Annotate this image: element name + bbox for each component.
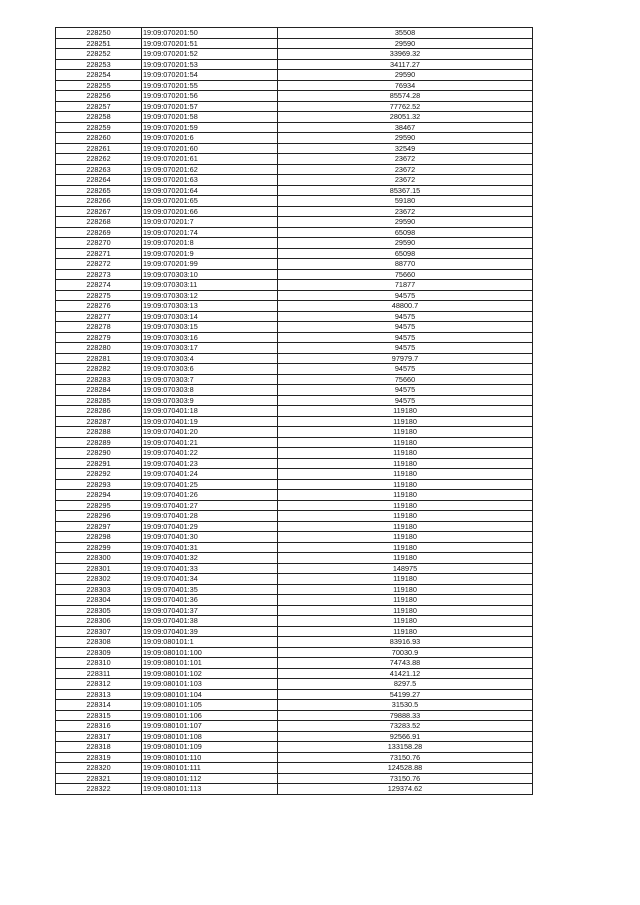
row-id-cell: 228322 bbox=[56, 784, 142, 795]
cadastral-number-cell: 19:09:070201:65 bbox=[142, 196, 278, 207]
row-id-cell: 228281 bbox=[56, 353, 142, 364]
row-id-cell: 228264 bbox=[56, 175, 142, 186]
table-row bbox=[56, 490, 533, 501]
cadastral-number-cell: 19:09:070303:10 bbox=[142, 269, 278, 280]
cadastral-number-cell: 19:09:070201:6 bbox=[142, 133, 278, 144]
table-row bbox=[56, 553, 533, 564]
row-id-cell: 228283 bbox=[56, 374, 142, 385]
table-row bbox=[56, 112, 533, 123]
cadastral-number-cell: 19:09:080101:107 bbox=[142, 721, 278, 732]
row-id-cell: 228316 bbox=[56, 721, 142, 732]
table-row bbox=[56, 416, 533, 427]
row-id-cell: 228296 bbox=[56, 511, 142, 522]
row-id-cell: 228284 bbox=[56, 385, 142, 396]
table-row bbox=[56, 731, 533, 742]
table-row bbox=[56, 647, 533, 658]
row-id-cell: 228274 bbox=[56, 280, 142, 291]
row-id-cell: 228278 bbox=[56, 322, 142, 333]
value-cell: 124528.88 bbox=[278, 763, 533, 774]
value-cell: 119180 bbox=[278, 406, 533, 417]
table-row bbox=[56, 196, 533, 207]
cadastral-number-cell: 19:09:070303:15 bbox=[142, 322, 278, 333]
value-cell: 94575 bbox=[278, 385, 533, 396]
value-cell: 94575 bbox=[278, 332, 533, 343]
value-cell: 23672 bbox=[278, 164, 533, 175]
table-row bbox=[56, 542, 533, 553]
row-id-cell: 228265 bbox=[56, 185, 142, 196]
row-id-cell: 228280 bbox=[56, 343, 142, 354]
value-cell: 38467 bbox=[278, 122, 533, 133]
cadastral-number-cell: 19:09:070401:18 bbox=[142, 406, 278, 417]
row-id-cell: 228314 bbox=[56, 700, 142, 711]
table-row bbox=[56, 301, 533, 312]
value-cell: 23672 bbox=[278, 175, 533, 186]
table-row bbox=[56, 679, 533, 690]
cadastral-number-cell: 19:09:080101:113 bbox=[142, 784, 278, 795]
cadastral-number-cell: 19:09:070303:12 bbox=[142, 290, 278, 301]
table-row bbox=[56, 280, 533, 291]
row-id-cell: 228304 bbox=[56, 595, 142, 606]
value-cell: 85367.15 bbox=[278, 185, 533, 196]
table-row bbox=[56, 269, 533, 280]
cadastral-number-cell: 19:09:070401:31 bbox=[142, 542, 278, 553]
row-id-cell: 228300 bbox=[56, 553, 142, 564]
table-row bbox=[56, 91, 533, 102]
cadastral-number-cell: 19:09:070401:32 bbox=[142, 553, 278, 564]
value-cell: 85574.28 bbox=[278, 91, 533, 102]
table-row bbox=[56, 206, 533, 217]
row-id-cell: 228251 bbox=[56, 38, 142, 49]
row-id-cell: 228279 bbox=[56, 332, 142, 343]
cadastral-number-cell: 19:09:070201:51 bbox=[142, 38, 278, 49]
row-id-cell: 228311 bbox=[56, 668, 142, 679]
value-cell: 129374.62 bbox=[278, 784, 533, 795]
data-table bbox=[55, 27, 533, 795]
cadastral-number-cell: 19:09:070303:16 bbox=[142, 332, 278, 343]
cadastral-number-cell: 19:09:070401:23 bbox=[142, 458, 278, 469]
cadastral-number-cell: 19:09:070401:24 bbox=[142, 469, 278, 480]
value-cell: 41421.12 bbox=[278, 668, 533, 679]
row-id-cell: 228318 bbox=[56, 742, 142, 753]
cadastral-number-cell: 19:09:070201:7 bbox=[142, 217, 278, 228]
row-id-cell: 228291 bbox=[56, 458, 142, 469]
cadastral-number-cell: 19:09:070303:13 bbox=[142, 301, 278, 312]
row-id-cell: 228259 bbox=[56, 122, 142, 133]
value-cell: 83916.93 bbox=[278, 637, 533, 648]
cadastral-number-cell: 19:09:070303:14 bbox=[142, 311, 278, 322]
row-id-cell: 228288 bbox=[56, 427, 142, 438]
value-cell: 48800.7 bbox=[278, 301, 533, 312]
value-cell: 77762.52 bbox=[278, 101, 533, 112]
value-cell: 148975 bbox=[278, 563, 533, 574]
table-row bbox=[56, 290, 533, 301]
value-cell: 75660 bbox=[278, 269, 533, 280]
value-cell: 119180 bbox=[278, 595, 533, 606]
row-id-cell: 228298 bbox=[56, 532, 142, 543]
value-cell: 119180 bbox=[278, 437, 533, 448]
cadastral-number-cell: 19:09:070201:66 bbox=[142, 206, 278, 217]
table-row bbox=[56, 784, 533, 795]
table-row bbox=[56, 616, 533, 627]
value-cell: 23672 bbox=[278, 206, 533, 217]
value-cell: 54199.27 bbox=[278, 689, 533, 700]
table-row bbox=[56, 637, 533, 648]
table-row bbox=[56, 458, 533, 469]
cadastral-number-cell: 19:09:070401:21 bbox=[142, 437, 278, 448]
cadastral-number-cell: 19:09:080101:109 bbox=[142, 742, 278, 753]
row-id-cell: 228260 bbox=[56, 133, 142, 144]
cadastral-number-cell: 19:09:070401:19 bbox=[142, 416, 278, 427]
row-id-cell: 228293 bbox=[56, 479, 142, 490]
row-id-cell: 228315 bbox=[56, 710, 142, 721]
value-cell: 70030.9 bbox=[278, 647, 533, 658]
cadastral-number-cell: 19:09:070401:27 bbox=[142, 500, 278, 511]
value-cell: 94575 bbox=[278, 322, 533, 333]
row-id-cell: 228317 bbox=[56, 731, 142, 742]
row-id-cell: 228270 bbox=[56, 238, 142, 249]
row-id-cell: 228261 bbox=[56, 143, 142, 154]
cadastral-number-cell: 19:09:070401:22 bbox=[142, 448, 278, 459]
cadastral-number-cell: 19:09:070401:36 bbox=[142, 595, 278, 606]
cadastral-number-cell: 19:09:070201:60 bbox=[142, 143, 278, 154]
cadastral-number-cell: 19:09:070303:6 bbox=[142, 364, 278, 375]
table-row bbox=[56, 259, 533, 270]
value-cell: 119180 bbox=[278, 521, 533, 532]
row-id-cell: 228320 bbox=[56, 763, 142, 774]
value-cell: 119180 bbox=[278, 448, 533, 459]
value-cell: 59180 bbox=[278, 196, 533, 207]
value-cell: 73150.76 bbox=[278, 773, 533, 784]
row-id-cell: 228269 bbox=[56, 227, 142, 238]
cadastral-number-cell: 19:09:070201:74 bbox=[142, 227, 278, 238]
value-cell: 79888.33 bbox=[278, 710, 533, 721]
cadastral-number-cell: 19:09:080101:112 bbox=[142, 773, 278, 784]
row-id-cell: 228255 bbox=[56, 80, 142, 91]
table-row bbox=[56, 311, 533, 322]
value-cell: 119180 bbox=[278, 500, 533, 511]
value-cell: 32549 bbox=[278, 143, 533, 154]
table-row bbox=[56, 448, 533, 459]
value-cell: 133158.28 bbox=[278, 742, 533, 753]
cadastral-number-cell: 19:09:080101:1 bbox=[142, 637, 278, 648]
value-cell: 94575 bbox=[278, 364, 533, 375]
value-cell: 34117.27 bbox=[278, 59, 533, 70]
table-row bbox=[56, 469, 533, 480]
row-id-cell: 228271 bbox=[56, 248, 142, 259]
table-row bbox=[56, 584, 533, 595]
row-id-cell: 228290 bbox=[56, 448, 142, 459]
cadastral-number-cell: 19:09:070201:54 bbox=[142, 70, 278, 81]
value-cell: 73150.76 bbox=[278, 752, 533, 763]
cadastral-number-cell: 19:09:080101:101 bbox=[142, 658, 278, 669]
row-id-cell: 228297 bbox=[56, 521, 142, 532]
value-cell: 65098 bbox=[278, 248, 533, 259]
cadastral-number-cell: 19:09:070201:8 bbox=[142, 238, 278, 249]
row-id-cell: 228258 bbox=[56, 112, 142, 123]
row-id-cell: 228295 bbox=[56, 500, 142, 511]
value-cell: 8297.5 bbox=[278, 679, 533, 690]
cadastral-number-cell: 19:09:070401:35 bbox=[142, 584, 278, 595]
table-row bbox=[56, 395, 533, 406]
cadastral-number-cell: 19:09:080101:103 bbox=[142, 679, 278, 690]
table-row bbox=[56, 500, 533, 511]
cadastral-number-cell: 19:09:070201:99 bbox=[142, 259, 278, 270]
row-id-cell: 228276 bbox=[56, 301, 142, 312]
table-row bbox=[56, 658, 533, 669]
cadastral-number-cell: 19:09:070401:39 bbox=[142, 626, 278, 637]
value-cell: 119180 bbox=[278, 458, 533, 469]
table-row bbox=[56, 532, 533, 543]
table-row bbox=[56, 689, 533, 700]
cadastral-number-cell: 19:09:080101:100 bbox=[142, 647, 278, 658]
table-row bbox=[56, 521, 533, 532]
value-cell: 28051.32 bbox=[278, 112, 533, 123]
cadastral-number-cell: 19:09:070201:58 bbox=[142, 112, 278, 123]
value-cell: 119180 bbox=[278, 490, 533, 501]
row-id-cell: 228266 bbox=[56, 196, 142, 207]
row-id-cell: 228306 bbox=[56, 616, 142, 627]
value-cell: 97979.7 bbox=[278, 353, 533, 364]
cadastral-number-cell: 19:09:080101:105 bbox=[142, 700, 278, 711]
value-cell: 119180 bbox=[278, 584, 533, 595]
cadastral-number-cell: 19:09:070201:59 bbox=[142, 122, 278, 133]
cadastral-number-cell: 19:09:070303:9 bbox=[142, 395, 278, 406]
cadastral-number-cell: 19:09:070401:37 bbox=[142, 605, 278, 616]
table-row bbox=[56, 605, 533, 616]
table-row bbox=[56, 175, 533, 186]
cadastral-number-cell: 19:09:070401:29 bbox=[142, 521, 278, 532]
cadastral-number-cell: 19:09:080101:111 bbox=[142, 763, 278, 774]
value-cell: 119180 bbox=[278, 427, 533, 438]
row-id-cell: 228321 bbox=[56, 773, 142, 784]
value-cell: 29590 bbox=[278, 238, 533, 249]
row-id-cell: 228263 bbox=[56, 164, 142, 175]
table-row bbox=[56, 742, 533, 753]
value-cell: 75660 bbox=[278, 374, 533, 385]
value-cell: 73283.52 bbox=[278, 721, 533, 732]
table-row bbox=[56, 763, 533, 774]
value-cell: 88770 bbox=[278, 259, 533, 270]
table-row bbox=[56, 322, 533, 333]
row-id-cell: 228299 bbox=[56, 542, 142, 553]
cadastral-number-cell: 19:09:070401:30 bbox=[142, 532, 278, 543]
table-row bbox=[56, 59, 533, 70]
cadastral-number-cell: 19:09:080101:102 bbox=[142, 668, 278, 679]
table-row bbox=[56, 700, 533, 711]
value-cell: 119180 bbox=[278, 605, 533, 616]
cadastral-number-cell: 19:09:070303:8 bbox=[142, 385, 278, 396]
row-id-cell: 228268 bbox=[56, 217, 142, 228]
value-cell: 119180 bbox=[278, 416, 533, 427]
cadastral-number-cell: 19:09:070201:9 bbox=[142, 248, 278, 259]
cadastral-number-cell: 19:09:070303:17 bbox=[142, 343, 278, 354]
row-id-cell: 228307 bbox=[56, 626, 142, 637]
table-row bbox=[56, 563, 533, 574]
table-row bbox=[56, 143, 533, 154]
cadastral-number-cell: 19:09:070401:38 bbox=[142, 616, 278, 627]
table-row bbox=[56, 595, 533, 606]
table-row bbox=[56, 574, 533, 585]
cadastral-number-cell: 19:09:070303:7 bbox=[142, 374, 278, 385]
row-id-cell: 228272 bbox=[56, 259, 142, 270]
table-row bbox=[56, 479, 533, 490]
table-row bbox=[56, 38, 533, 49]
row-id-cell: 228253 bbox=[56, 59, 142, 70]
row-id-cell: 228289 bbox=[56, 437, 142, 448]
value-cell: 92566.91 bbox=[278, 731, 533, 742]
cadastral-number-cell: 19:09:070401:20 bbox=[142, 427, 278, 438]
table-row bbox=[56, 238, 533, 249]
table-row bbox=[56, 406, 533, 417]
value-cell: 119180 bbox=[278, 553, 533, 564]
value-cell: 119180 bbox=[278, 469, 533, 480]
cadastral-number-cell: 19:09:070201:56 bbox=[142, 91, 278, 102]
table-row bbox=[56, 101, 533, 112]
row-id-cell: 228294 bbox=[56, 490, 142, 501]
value-cell: 94575 bbox=[278, 290, 533, 301]
value-cell: 94575 bbox=[278, 343, 533, 354]
table-row bbox=[56, 511, 533, 522]
cadastral-number-cell: 19:09:070201:63 bbox=[142, 175, 278, 186]
table-row bbox=[56, 710, 533, 721]
table-row bbox=[56, 626, 533, 637]
value-cell: 94575 bbox=[278, 395, 533, 406]
row-id-cell: 228319 bbox=[56, 752, 142, 763]
cadastral-number-cell: 19:09:070201:55 bbox=[142, 80, 278, 91]
table-row bbox=[56, 164, 533, 175]
row-id-cell: 228312 bbox=[56, 679, 142, 690]
cadastral-number-cell: 19:09:070201:61 bbox=[142, 154, 278, 165]
cadastral-number-cell: 19:09:070401:34 bbox=[142, 574, 278, 585]
cadastral-number-cell: 19:09:070303:11 bbox=[142, 280, 278, 291]
value-cell: 119180 bbox=[278, 574, 533, 585]
table-row bbox=[56, 721, 533, 732]
table-row bbox=[56, 364, 533, 375]
row-id-cell: 228313 bbox=[56, 689, 142, 700]
value-cell: 71877 bbox=[278, 280, 533, 291]
table-row bbox=[56, 185, 533, 196]
row-id-cell: 228282 bbox=[56, 364, 142, 375]
cadastral-number-cell: 19:09:070401:26 bbox=[142, 490, 278, 501]
row-id-cell: 228250 bbox=[56, 28, 142, 39]
cadastral-number-cell: 19:09:070201:50 bbox=[142, 28, 278, 39]
cadastral-number-cell: 19:09:070201:64 bbox=[142, 185, 278, 196]
row-id-cell: 228273 bbox=[56, 269, 142, 280]
cadastral-number-cell: 19:09:080101:110 bbox=[142, 752, 278, 763]
value-cell: 94575 bbox=[278, 311, 533, 322]
value-cell: 23672 bbox=[278, 154, 533, 165]
cadastral-number-cell: 19:09:080101:104 bbox=[142, 689, 278, 700]
row-id-cell: 228254 bbox=[56, 70, 142, 81]
value-cell: 31530.5 bbox=[278, 700, 533, 711]
cadastral-number-cell: 19:09:070401:28 bbox=[142, 511, 278, 522]
table-row bbox=[56, 385, 533, 396]
row-id-cell: 228308 bbox=[56, 637, 142, 648]
value-cell: 119180 bbox=[278, 532, 533, 543]
table-row bbox=[56, 332, 533, 343]
row-id-cell: 228287 bbox=[56, 416, 142, 427]
value-cell: 76934 bbox=[278, 80, 533, 91]
cadastral-number-cell: 19:09:070201:53 bbox=[142, 59, 278, 70]
value-cell: 29590 bbox=[278, 217, 533, 228]
row-id-cell: 228301 bbox=[56, 563, 142, 574]
table-row bbox=[56, 133, 533, 144]
table-body bbox=[56, 28, 533, 795]
table-row bbox=[56, 49, 533, 60]
row-id-cell: 228275 bbox=[56, 290, 142, 301]
cadastral-number-cell: 19:09:080101:108 bbox=[142, 731, 278, 742]
value-cell: 74743.88 bbox=[278, 658, 533, 669]
value-cell: 65098 bbox=[278, 227, 533, 238]
table-row bbox=[56, 353, 533, 364]
row-id-cell: 228310 bbox=[56, 658, 142, 669]
value-cell: 29590 bbox=[278, 38, 533, 49]
row-id-cell: 228262 bbox=[56, 154, 142, 165]
value-cell: 29590 bbox=[278, 70, 533, 81]
cadastral-number-cell: 19:09:070201:52 bbox=[142, 49, 278, 60]
cadastral-number-cell: 19:09:070303:4 bbox=[142, 353, 278, 364]
value-cell: 119180 bbox=[278, 511, 533, 522]
row-id-cell: 228256 bbox=[56, 91, 142, 102]
row-id-cell: 228252 bbox=[56, 49, 142, 60]
row-id-cell: 228302 bbox=[56, 574, 142, 585]
table-row bbox=[56, 752, 533, 763]
row-id-cell: 228277 bbox=[56, 311, 142, 322]
table-row bbox=[56, 773, 533, 784]
table-row bbox=[56, 217, 533, 228]
value-cell: 119180 bbox=[278, 626, 533, 637]
row-id-cell: 228267 bbox=[56, 206, 142, 217]
row-id-cell: 228285 bbox=[56, 395, 142, 406]
table-row bbox=[56, 227, 533, 238]
table-row bbox=[56, 154, 533, 165]
value-cell: 33969.32 bbox=[278, 49, 533, 60]
cadastral-number-cell: 19:09:080101:106 bbox=[142, 710, 278, 721]
table-row bbox=[56, 343, 533, 354]
row-id-cell: 228303 bbox=[56, 584, 142, 595]
row-id-cell: 228292 bbox=[56, 469, 142, 480]
row-id-cell: 228286 bbox=[56, 406, 142, 417]
table-row bbox=[56, 248, 533, 259]
table-row bbox=[56, 80, 533, 91]
table-row bbox=[56, 668, 533, 679]
value-cell: 29590 bbox=[278, 133, 533, 144]
table-row bbox=[56, 28, 533, 39]
row-id-cell: 228309 bbox=[56, 647, 142, 658]
cadastral-number-cell: 19:09:070201:62 bbox=[142, 164, 278, 175]
table-row bbox=[56, 437, 533, 448]
cadastral-number-cell: 19:09:070401:25 bbox=[142, 479, 278, 490]
row-id-cell: 228257 bbox=[56, 101, 142, 112]
cadastral-number-cell: 19:09:070201:57 bbox=[142, 101, 278, 112]
value-cell: 35508 bbox=[278, 28, 533, 39]
cadastral-number-cell: 19:09:070401:33 bbox=[142, 563, 278, 574]
table-row bbox=[56, 427, 533, 438]
value-cell: 119180 bbox=[278, 616, 533, 627]
value-cell: 119180 bbox=[278, 479, 533, 490]
table-row bbox=[56, 122, 533, 133]
row-id-cell: 228305 bbox=[56, 605, 142, 616]
value-cell: 119180 bbox=[278, 542, 533, 553]
table-row bbox=[56, 70, 533, 81]
table-row bbox=[56, 374, 533, 385]
